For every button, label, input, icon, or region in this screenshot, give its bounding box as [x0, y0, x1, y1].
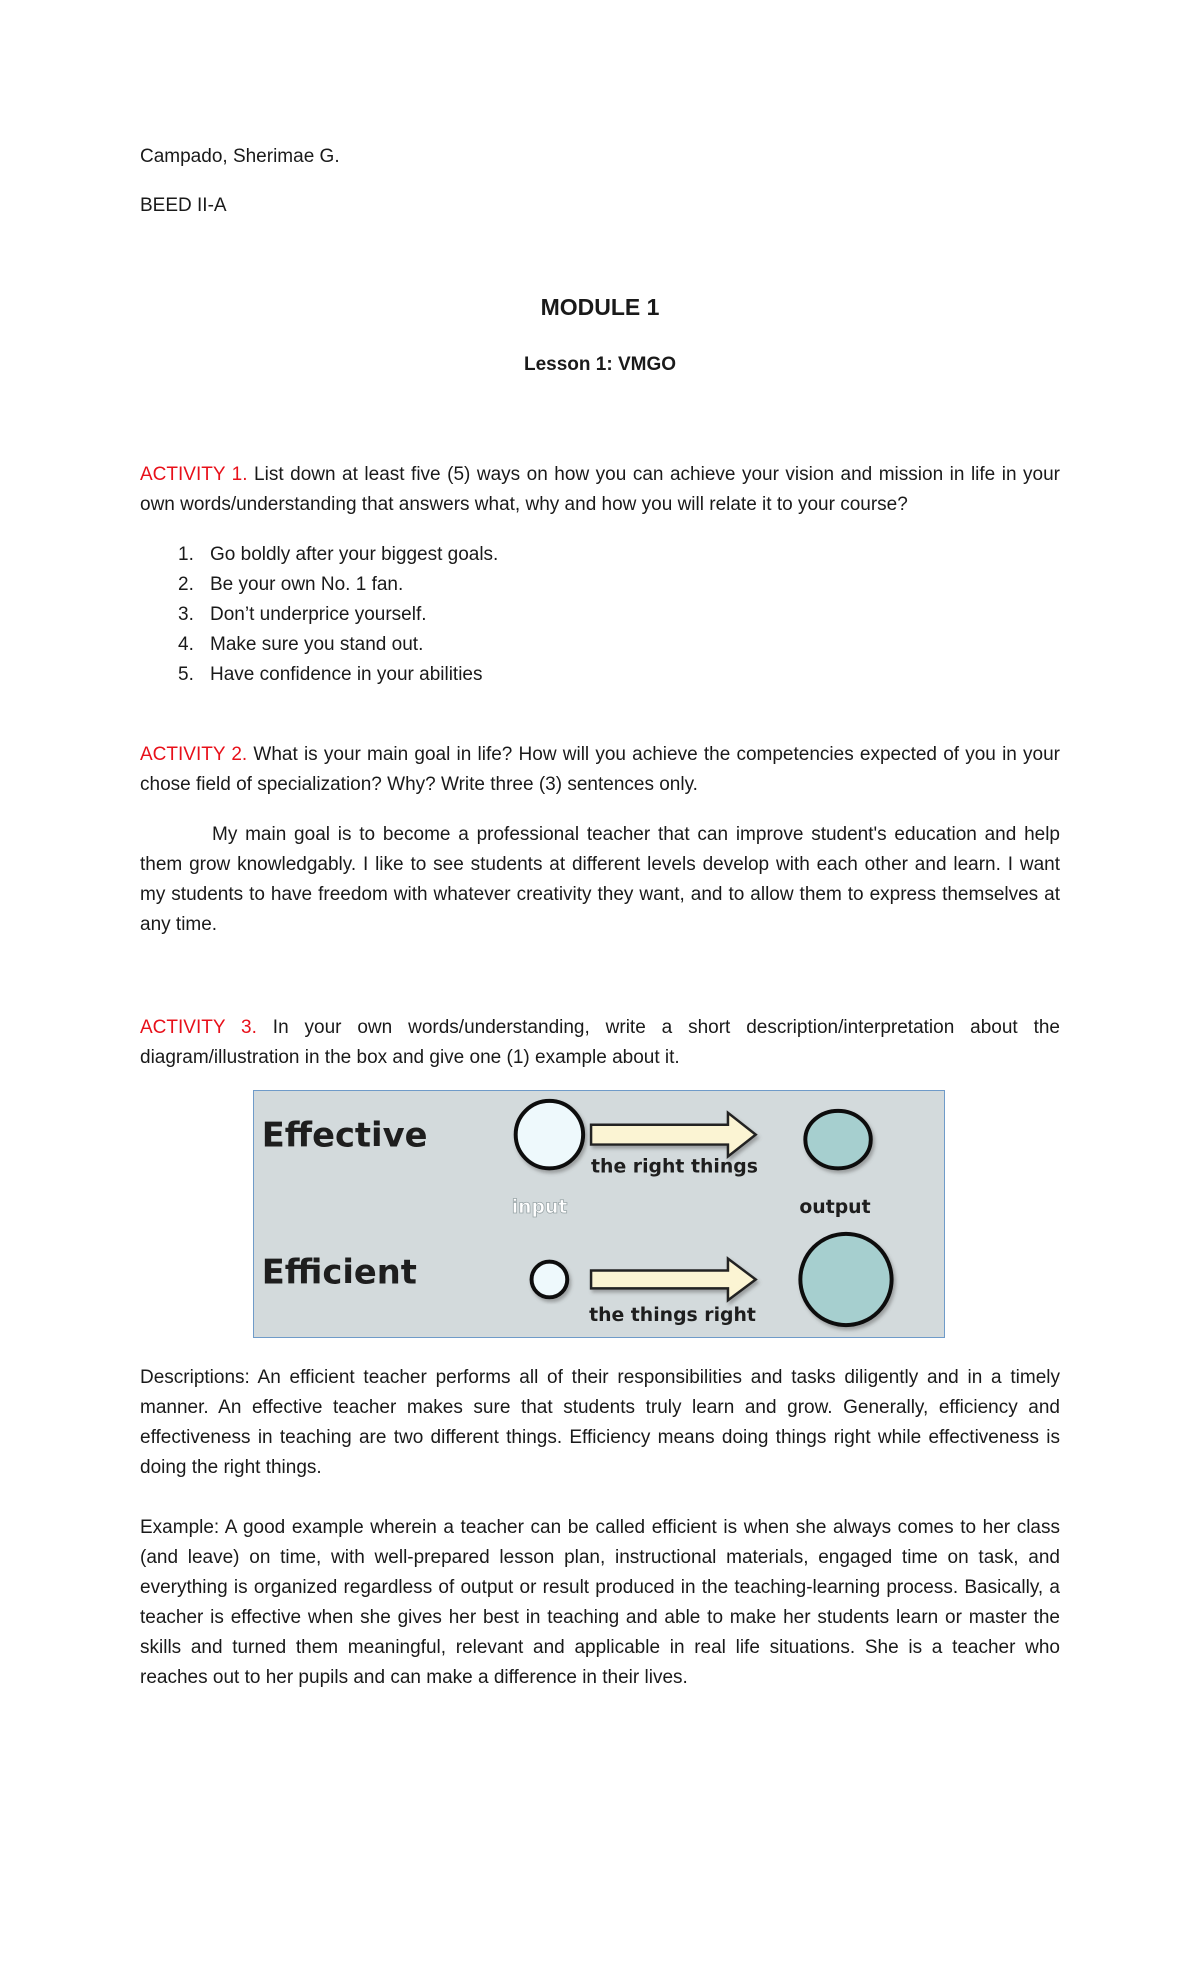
input-label: input: [511, 1197, 568, 1219]
activity3-prompt-text: In your own words/understanding, write a short description/interpretation about the diagram/illustration in the box and give one (1) example about it.: [140, 1017, 1061, 1068]
student-name: Campado, Sherimae G.: [140, 146, 340, 167]
list-item: [140, 540, 1060, 570]
effective-input-circle: [516, 1101, 583, 1168]
effective-efficient-diagram: [253, 1090, 945, 1338]
list-item-text: Be your own No. 1 fan.: [210, 574, 404, 595]
list-item-number: 2.: [178, 574, 194, 595]
efficient-label: Efficient: [261, 1252, 417, 1292]
activity1-list: [140, 540, 1060, 690]
output-label: output: [799, 1197, 871, 1219]
list-item-text: Make sure you stand out.: [210, 634, 424, 655]
list-item-text: Don’t underprice yourself.: [210, 604, 427, 625]
list-item-number: 4.: [178, 634, 194, 655]
things-right-label: the things right: [589, 1305, 756, 1327]
activity3-descriptions: Descriptions: An efficient teacher performs all of their responsibilities and tasks diligently and in a timely manner. An effective teacher makes sure that students truly learn and grow. Generally, efficiency and effectiveness in teaching are two different things. Efficiency means doing things right while effectiveness is doing the right things.: [140, 1367, 1060, 1478]
activity3-prompt: [140, 1013, 1060, 1073]
activity2-prompt: [140, 740, 1060, 800]
list-item-number: 5.: [178, 664, 194, 685]
list-item-number: 1.: [178, 544, 194, 565]
activity3-example: Example: A good example wherein a teacher can be called efficient is when she always comes to her class (and leave) on time, with well-prepared lesson plan, instructional materials, engaged time on task, and everything is organized regardless of output or result produced in the teaching-learning process. Basically, a teacher is effective when she gives her best in teaching and able to make her students learn or master the skills and turned them meaningful, relevant and applicable in real life situations. She is a teacher who reaches out to her pupils and can make a difference in their lives.: [140, 1517, 1060, 1688]
activity2-label: ACTIVITY 2.: [140, 744, 248, 765]
right-things-label: the right things: [591, 1156, 758, 1178]
activity3-label: ACTIVITY 3.: [140, 1017, 257, 1038]
lesson-title: Lesson 1: VMGO: [523, 354, 677, 375]
student-section: BEED II-A: [140, 195, 227, 216]
effective-arrow-icon: [591, 1113, 756, 1157]
efficient-input-circle: [532, 1262, 568, 1298]
module-title: MODULE 1: [540, 294, 660, 320]
effective-label: Effective: [261, 1115, 428, 1155]
effective-output-circle: [805, 1111, 870, 1169]
activity2-answer: My main goal is to become a professional teacher that can improve student's education and help them grow knowledgably. I like to see students at different levels develop with each other and learn. I want my students to have freedom with whatever creativity they want, and to allow them to express themselves at any time.: [140, 824, 1060, 935]
efficient-arrow-icon: [591, 1259, 756, 1301]
activity1-prompt: [140, 460, 1060, 520]
list-item-text: Go boldly after your biggest goals.: [210, 544, 499, 565]
list-item: [140, 600, 1060, 630]
activity2-prompt-text: What is your main goal in life? How will you achieve the competencies expected of you in your chose field of specialization? Why? Write three (3) sentences only.: [140, 744, 1061, 795]
activity1-prompt-text: List down at least five (5) ways on how you can achieve your vision and mission in life in your own words/understanding that answers what, why and how you will relate it to your course?: [140, 464, 1060, 515]
list-item-number: 3.: [178, 604, 194, 625]
efficient-output-circle: [800, 1234, 891, 1325]
list-item: [140, 630, 1060, 660]
list-item: [140, 570, 1060, 600]
activity1-label: ACTIVITY 1.: [140, 464, 248, 485]
list-item: [140, 660, 1060, 690]
list-item-text: Have confidence in your abilities: [210, 664, 483, 685]
